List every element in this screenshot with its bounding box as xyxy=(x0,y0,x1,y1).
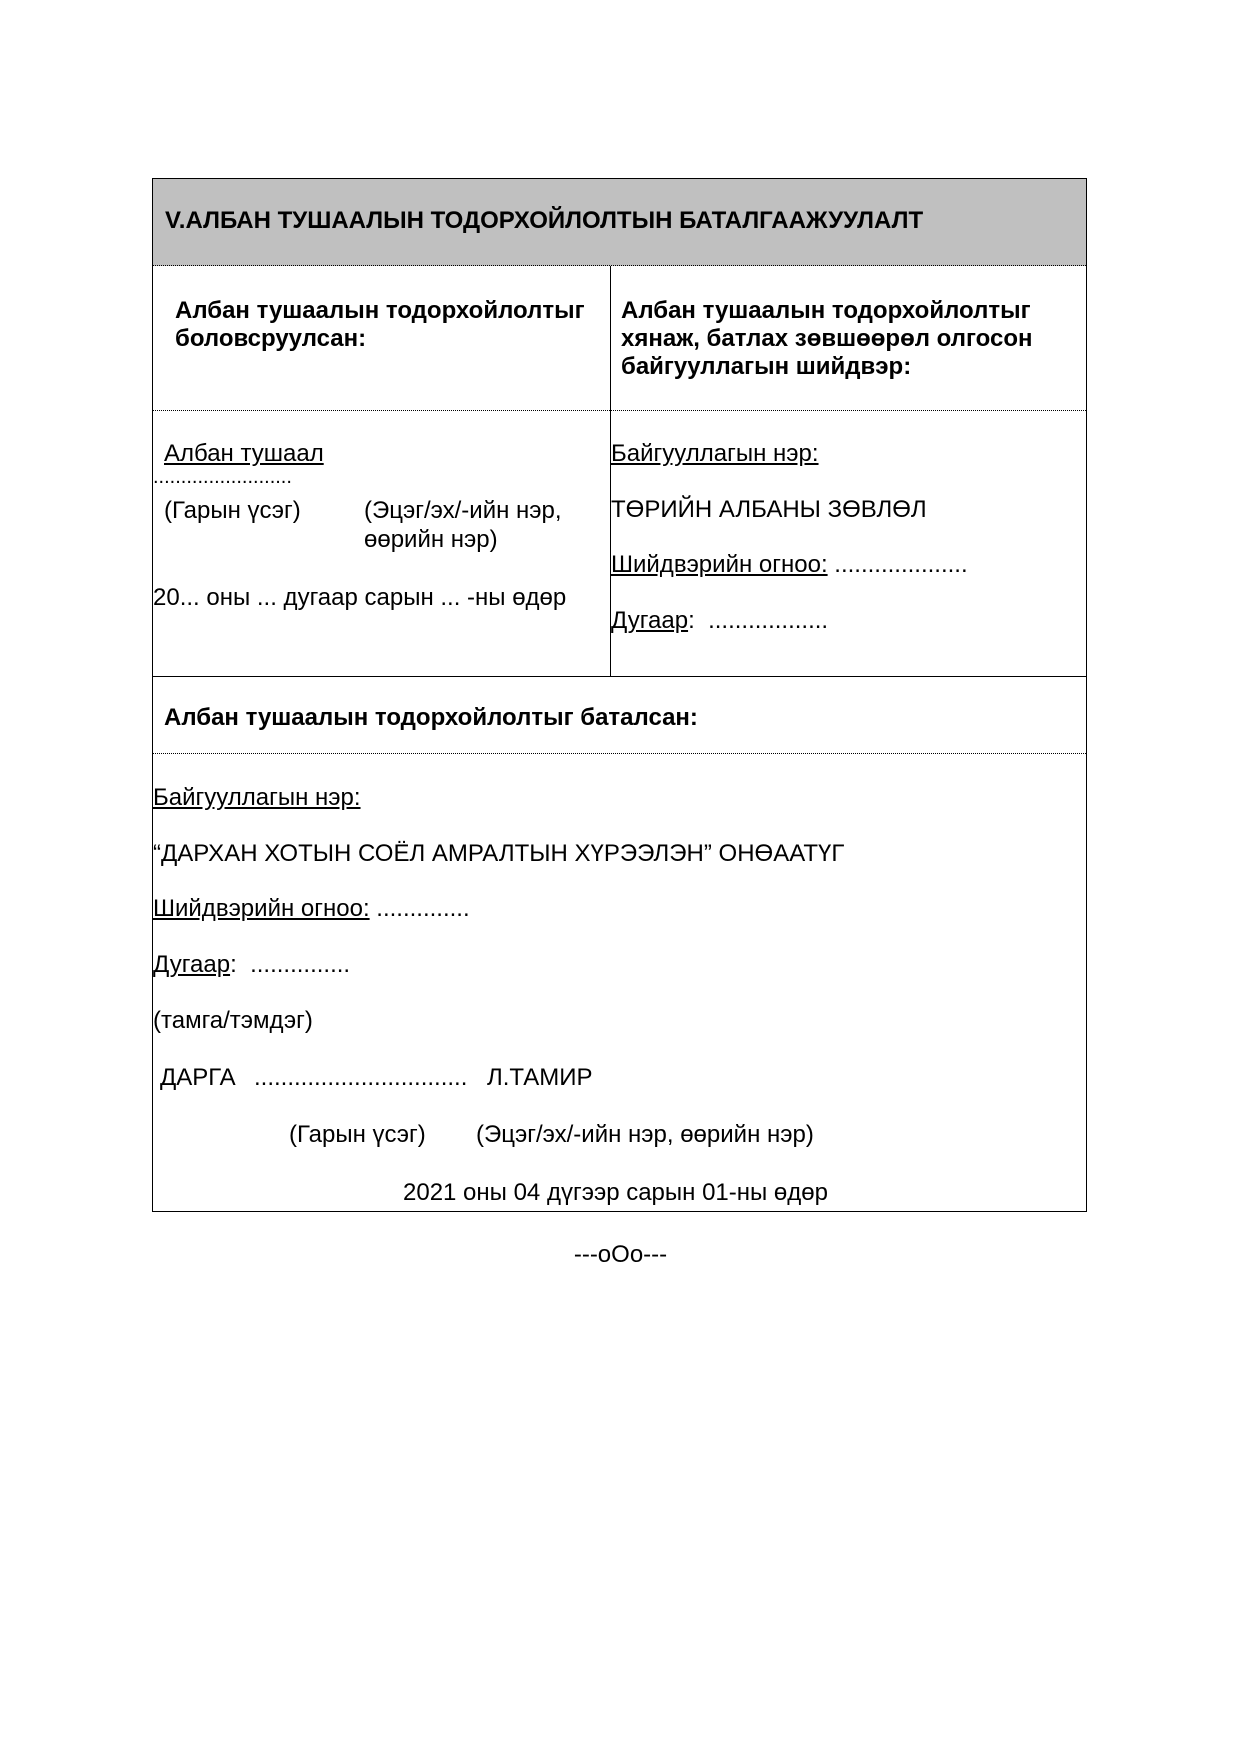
prepared-signature-label: (Гарын үсэг) xyxy=(164,497,301,524)
number-label: Дугаар xyxy=(611,607,689,634)
reviewed-heading-line1: Албан тушаалын тодорхойлолтыг xyxy=(621,297,1031,324)
reviewed-org-name-label: Байгууллагын нэр: xyxy=(611,440,819,467)
reviewed-decision-date xyxy=(611,550,968,579)
reviewed-number xyxy=(611,606,828,635)
number-label: Дугаар xyxy=(153,951,231,978)
prepared-heading-line1: Албан тушаалын тодорхойлолтыг xyxy=(175,297,585,324)
number-value: ............... xyxy=(250,951,351,978)
approved-org-name-label: Байгууллагын нэр: xyxy=(153,784,361,811)
number-colon: : xyxy=(230,951,237,978)
decision-date-value: .............. xyxy=(376,895,470,922)
stamp-label: (тамга/тэмдэг) xyxy=(153,1007,313,1034)
signer-dots: ................................ xyxy=(254,1064,468,1091)
decision-date-value: .................... xyxy=(834,551,968,578)
signer-name: Л.ТАМИР xyxy=(487,1064,593,1091)
approved-heading: Албан тушаалын тодорхойлолтыг баталсан: xyxy=(164,704,698,731)
reviewed-heading-line3: байгууллагын шийдвэр: xyxy=(621,353,912,380)
approved-signature-label: (Гарын үсэг) xyxy=(289,1121,426,1148)
reviewed-org-name: ТӨРИЙН АЛБАНЫ ЗӨВЛӨЛ xyxy=(611,496,927,523)
approved-decision-date xyxy=(153,894,470,923)
decision-date-label: Шийдвэрийн огноо: xyxy=(611,551,828,578)
signer-title: ДАРГА xyxy=(160,1064,236,1091)
row-divider xyxy=(153,410,1086,411)
position-dots: ......................... xyxy=(153,466,292,488)
row-divider xyxy=(153,753,1086,754)
section-title: V.АЛБАН ТУШААЛЫН ТОДОРХОЙЛОЛТЫН БАТАЛГААЖУУЛАЛТ xyxy=(165,207,924,234)
approved-org-name: “ДАРХАН ХОТЫН СОЁЛ АМРАЛТЫН ХҮРЭЭЛЭН” ОНӨААТҮГ xyxy=(153,840,845,867)
reviewed-heading-line2: хянаж, батлах зөвшөөрөл олгосон xyxy=(621,325,1033,352)
approved-date-line: 2021 оны 04 дүгээр сарын 01-ны өдөр xyxy=(403,1179,828,1206)
position-label: Албан тушаал xyxy=(164,440,324,467)
prepared-date-line: 20... оны ... дугаар сарын ... -ны өдөр xyxy=(153,584,567,611)
closing-ornament: ---оОо--- xyxy=(573,1241,668,1268)
approval-form xyxy=(152,178,1087,1212)
number-value: .................. xyxy=(708,607,829,634)
number-colon: : xyxy=(688,607,695,634)
section-header xyxy=(153,179,1086,266)
approved-number xyxy=(153,950,350,979)
prepared-name-label-line2: өөрийн нэр) xyxy=(364,526,498,553)
prepared-heading-line2: боловсруулсан: xyxy=(175,325,367,352)
row-divider xyxy=(153,676,1086,677)
prepared-name-label-line1: (Эцэг/эх/-ийн нэр, xyxy=(364,497,562,524)
decision-date-label: Шийдвэрийн огноо: xyxy=(153,895,370,922)
approved-name-label: (Эцэг/эх/-ийн нэр, өөрийн нэр) xyxy=(476,1121,814,1148)
